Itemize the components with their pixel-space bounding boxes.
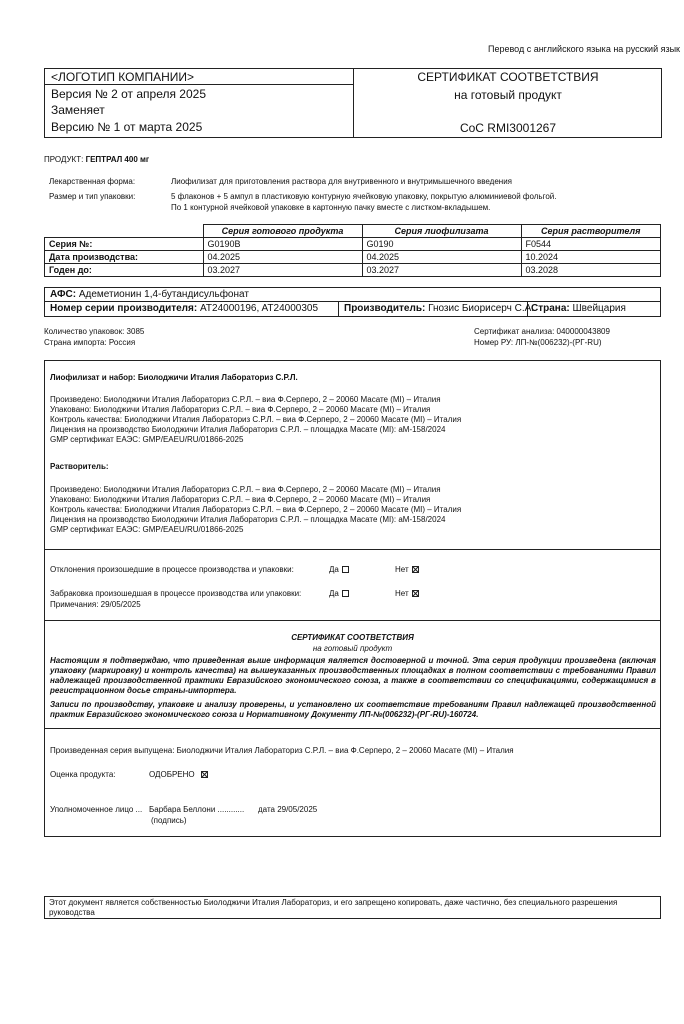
site-line: Контроль качества: Биолоджичи Италия Лабораториз С.Р.Л. – виа Ф.Серперо, 2 – 20060 Масате (MI) – Италия [50, 415, 462, 424]
product-label: ПРОДУКТ: [44, 155, 84, 164]
header-finished-lot: Серия готового продукта [203, 225, 362, 238]
deviation-yes [329, 565, 349, 575]
site-line: Контроль качества: Биолоджичи Италия Лабораториз С.Р.Л. – виа Ф.Серперо, 2 – 20060 Масате (MI) – Италия [50, 505, 462, 514]
replaces-label: Заменяет [51, 103, 105, 117]
country-line [531, 303, 626, 315]
table-row [45, 251, 661, 264]
mfr-lot-label: Номер серии производителя: [50, 303, 198, 314]
statement-title: СЕРТИФИКАТ СООТВЕТСТВИЯ [291, 633, 414, 642]
site-line: Произведено: Биолоджичи Италия Лабораториз С.Р.Л. – виа Ф.Серперо, 2 – 20060 Масате (MI) – Италия [50, 395, 441, 404]
translation-note: Перевод с английского языка на русский язык [487, 44, 680, 54]
yes-label: Да [329, 589, 339, 598]
checkbox-empty-icon [342, 590, 349, 597]
statement-subtitle: на готовый продукт [312, 644, 393, 653]
pack-line-1: 5 флаконов + 5 ампул в пластиковую контурную ячейковую упаковку, покрытую алюминиевой фольгой. [171, 192, 557, 201]
site-line: Упаковано: Биолоджичи Италия Лабораториз С.Р.Л. – виа Ф.Серперо, 2 – 20060 Масате (MI) – Италия [50, 405, 431, 414]
cell: G0190 [362, 238, 521, 251]
qp-date: дата 29/05/2025 [258, 805, 318, 814]
cell: G0190B [203, 238, 362, 251]
statement-para-2: Записи по производству, упаковке и анализу проверены, и установлено их соответствие требованиям Правил надлежащей производственной практик Евразийского экономического союза и Нормативному Документу ЛП-№(006232)-(РГ-RU)-160724. [50, 700, 656, 719]
lot-table [44, 224, 661, 277]
header-solvent-lot: Серия растворителя [521, 225, 661, 238]
country-label: Страна: [531, 303, 570, 314]
released-line: Произведенная серия выпущена: Биолоджичи Италия Лабораториз С.Р.Л. – виа Ф.Серперо, 2 – 20060 Масате (MI) – Италия [50, 746, 514, 755]
import-country: Страна импорта: Россия [44, 338, 136, 347]
deviation-label: Отклонения произошедшие в процессе производства и упаковки: [50, 565, 294, 574]
coc-number: CoC RMI3001267 [459, 121, 557, 135]
footer-text: Этот документ является собственностью Биолоджичи Италия Лабораториз, и его запрещено копировать, даже частично, без специального разрешения руководства [49, 898, 618, 917]
eval-value [149, 770, 208, 780]
cell: 03.2027 [362, 264, 521, 277]
afs-value: Адеметионин 1,4-бутандисульфонат [78, 289, 249, 300]
notes: Примечания: 29/05/2025 [50, 600, 141, 609]
lyo-lines [50, 395, 461, 445]
table-row [45, 238, 661, 251]
row-label: Годен до: [45, 264, 204, 277]
site-line: Упаковано: Биолоджичи Италия Лабораториз С.Р.Л. – виа Ф.Серперо, 2 – 20060 Масате (MI) – Италия [50, 495, 431, 504]
solvent-title: Растворитель: [50, 462, 109, 471]
cert-title: СЕРТИФИКАТ СООТВЕТСТВИЯ [417, 70, 599, 84]
yes-label: Да [329, 565, 339, 574]
no-label: Нет [395, 589, 409, 598]
product-line [44, 155, 149, 165]
row-label: Дата производства: [45, 251, 204, 264]
qp-label: Уполномоченное лицо ... [50, 805, 143, 814]
no-label: Нет [395, 565, 409, 574]
eval-label: Оценка продукта: [50, 770, 116, 779]
pack-label: Размер и тип упаковки: [49, 192, 136, 201]
site-line: Лицензия на производство Биолоджичи Италия Лабораториз С.Р.Л. – площадка Масате (MI): aM-158/2024 [50, 425, 446, 434]
rejection-label: Забраковка произошедшая в процессе производства или упаковки: [50, 589, 302, 598]
quantity: Количество упаковок: 3085 [44, 327, 145, 336]
qp-name: Барбара Беллони ............ [149, 805, 245, 814]
solvent-lines [50, 485, 461, 535]
lyo-title: Лиофилизат и набор: Биолоджичи Италия Лабораториз С.Р.Л. [50, 373, 298, 382]
approved-label: ОДОБРЕНО [149, 770, 195, 779]
country-value: Швейцария [572, 303, 626, 314]
mfr-lot-value: AT24000196, AT24000305 [199, 303, 319, 314]
deviation-no [395, 565, 419, 575]
product-value: ГЕПТРАЛ 400 мг [85, 155, 150, 164]
checkbox-checked-icon [201, 771, 208, 778]
statement-para-1: Настоящим я подтверждаю, что приведенная выше информация является достоверной и точной. Эта серия продукции произведена (включая упаковку (маркировку) и контроль качества) на вышеуказанных производственных площадках в полном соответствии с требованиями Правил надлежащей производственной практики Евразийского экономического союза, а также в соответствии со спецификациями, содержащимися в регистрационном досье страны-импортера. [50, 656, 656, 695]
signature-label: (подпись) [151, 816, 187, 825]
company-logo-placeholder: <ЛОГОТИП КОМПАНИИ> [51, 70, 195, 84]
ru-number: Номер РУ: ЛП-№(006232)-(РГ-RU) [474, 338, 602, 347]
cell: 10.2024 [521, 251, 661, 264]
maker-value: Гнозис Биорисерч С.А. [428, 303, 535, 314]
cell: 04.2025 [362, 251, 521, 264]
old-version: Версию № 1 от марта 2025 [51, 120, 203, 134]
checkbox-empty-icon [342, 566, 349, 573]
row-label: Серия №: [45, 238, 204, 251]
table-row [45, 264, 661, 277]
cell: 03.2028 [521, 264, 661, 277]
cell: 03.2027 [203, 264, 362, 277]
checkbox-checked-icon [412, 590, 419, 597]
site-line: Произведено: Биолоджичи Италия Лабораториз С.Р.Л. – виа Ф.Серперо, 2 – 20060 Масате (MI) – Италия [50, 485, 441, 494]
cell: 04.2025 [203, 251, 362, 264]
site-line: GMP сертификат ЕАЭС: GMP/EAEU/RU/01866-2025 [50, 435, 244, 444]
pack-line-2: По 1 контурной ячейковой упаковке в картонную пачку вместе с листком-вкладышем. [171, 203, 491, 212]
form-label: Лекарственная форма: [49, 177, 136, 186]
mfr-lot-line [50, 303, 318, 315]
site-line: Лицензия на производство Биолоджичи Италия Лабораториз С.Р.Л. – площадка Масате (MI): aM-158/2024 [50, 515, 446, 524]
cell: F0544 [521, 238, 661, 251]
form-value: Лиофилизат для приготовления раствора для внутривенного и внутримышечного введения [171, 177, 512, 186]
rejection-no [395, 589, 419, 599]
site-line: GMP сертификат ЕАЭС: GMP/EAEU/RU/01866-2025 [50, 525, 244, 534]
analysis-cert: Сертификат анализа: 040000043809 [474, 327, 610, 336]
header-lyo-lot: Серия лиофилизата [362, 225, 521, 238]
rejection-yes [329, 589, 349, 599]
maker-label: Производитель: [344, 303, 426, 314]
cert-subtitle: на готовый продукт [454, 88, 562, 102]
afs-line [50, 289, 249, 301]
version: Версия № 2 от апреля 2025 [51, 87, 206, 101]
maker-line [344, 303, 534, 315]
checkbox-checked-icon [412, 566, 419, 573]
afs-label: АФС: [50, 289, 77, 300]
